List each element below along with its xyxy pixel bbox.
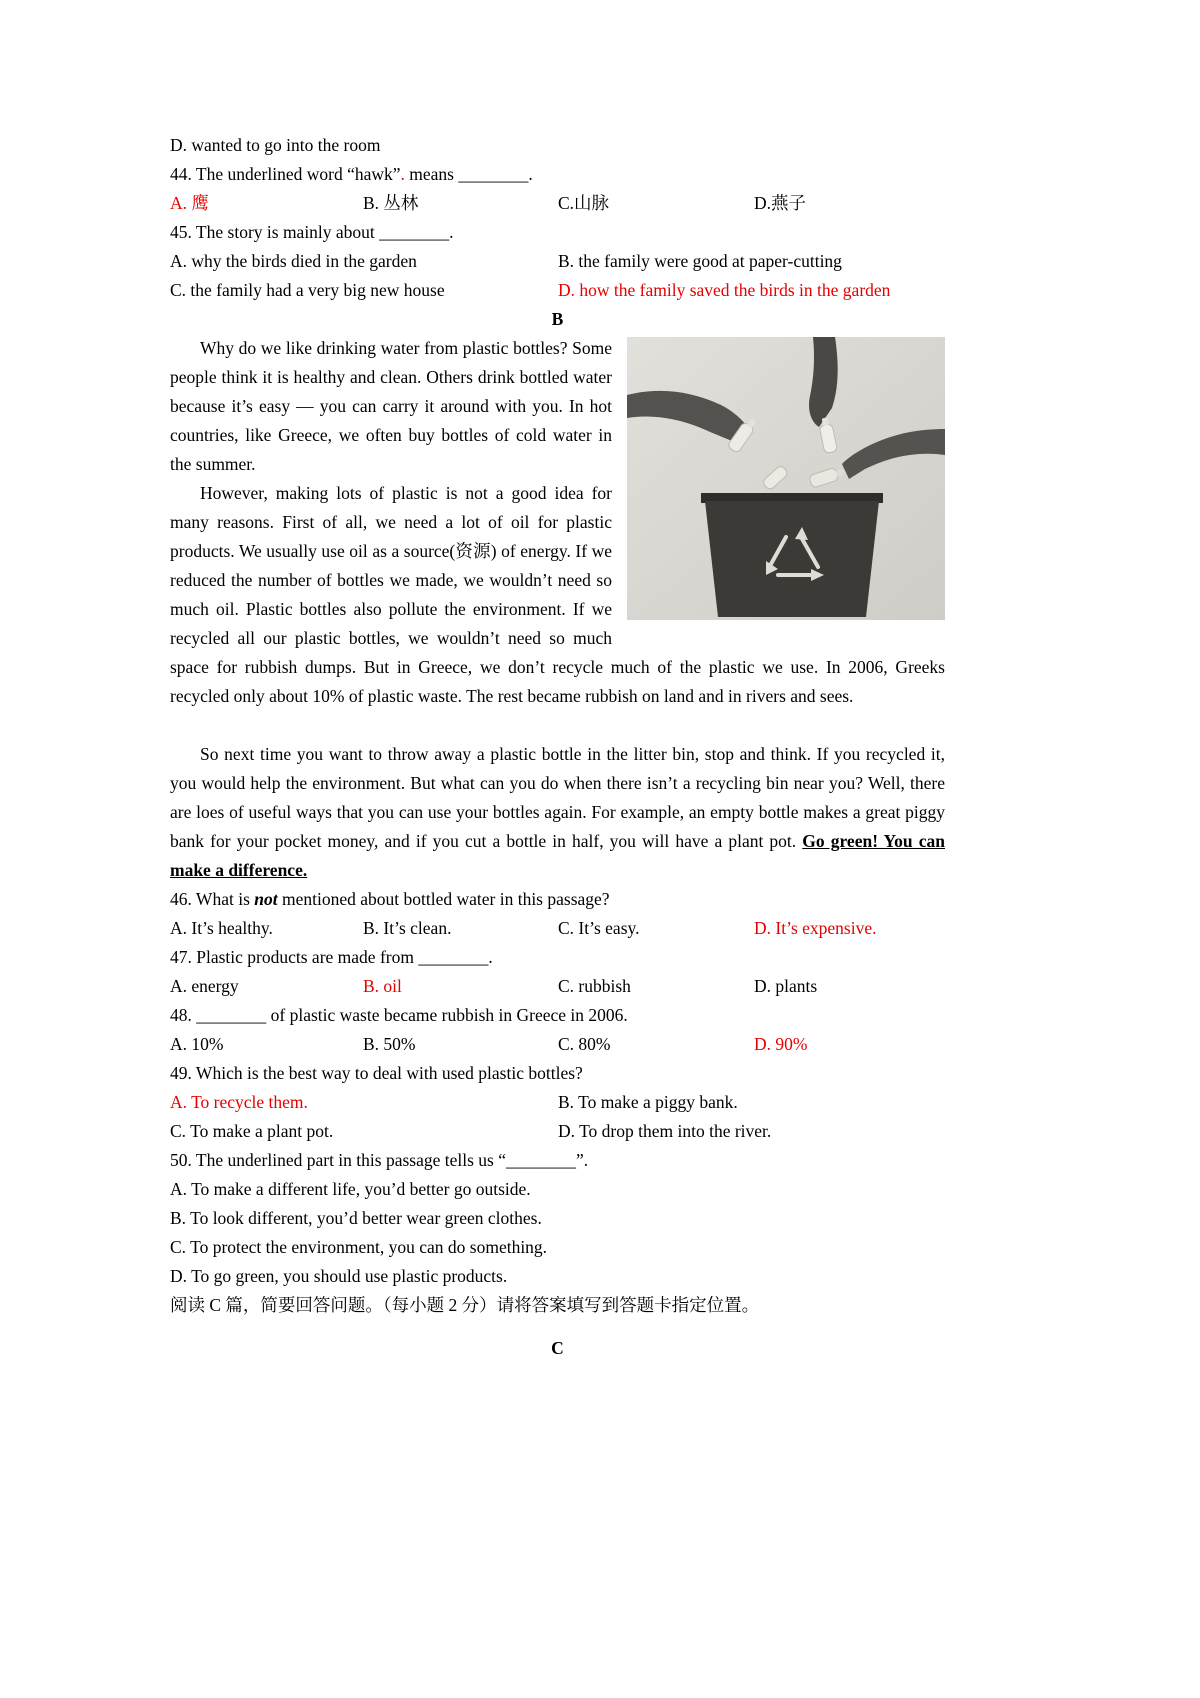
q48-option-a: A. 10% xyxy=(170,1034,224,1054)
q47-options xyxy=(170,972,945,1001)
q48-option-d: D. 90% xyxy=(754,1034,808,1054)
section-c-instruction: 阅读 C 篇，简要回答问题。（每小题 2 分）请将答案填写到答题卡指定位置。 xyxy=(170,1295,760,1315)
q46-stem xyxy=(170,885,945,914)
q49-option-d: D. To drop them into the river. xyxy=(558,1121,772,1141)
q44-option-c: C.山脉 xyxy=(558,193,610,213)
q46-stem-post: mentioned about bottled water in this passage? xyxy=(277,889,610,909)
q49-options-row2 xyxy=(170,1117,945,1146)
paragraph-3-text: So next time you want to throw away a plastic bottle in the litter bin, stop and think. If you recycled it, you would help the environment. But what can you do when there isn’t a recycling bin near you? Well, there are loes of useful ways that you can use your bottles again. For example, an empty bottle makes a great piggy bank for your pocket money, and if you cut a bottle in half, you will have a plant pot. xyxy=(170,744,945,851)
q49-stem: 49. Which is the best way to deal with used plastic bottles? xyxy=(170,1063,583,1083)
q44-option-d: D.燕子 xyxy=(754,193,807,213)
questions-46-50 xyxy=(170,885,945,1291)
recycling-bin xyxy=(705,501,879,617)
q46-option-d: D. It’s expensive. xyxy=(754,918,877,938)
recycling-photo xyxy=(627,337,945,620)
q45-option-a: A. why the birds died in the garden xyxy=(170,251,417,271)
q48-options xyxy=(170,1030,945,1059)
q47-stem: 47. Plastic products are made from ________. xyxy=(170,947,493,967)
q45-option-c: C. the family had a very big new house xyxy=(170,280,445,300)
q49-option-a: A. To recycle them. xyxy=(170,1092,308,1112)
q50-option-b: B. To look different, you’d better wear green clothes. xyxy=(170,1208,542,1228)
q50-stem: 50. The underlined part in this passage tells us “________”. xyxy=(170,1150,589,1170)
passage-paragraph-2: However, making lots of plastic is not a good idea for many reasons. First of all, we need a lot of oil for plastic products. We usually use oil as a source(资源) of energy. If we reduced the number of bottles we made, we wouldn’t need so much oil. Plastic bottles also pollute the environment. If we recycled all our plastic bottles, we wouldn’t need so much space for rubbish dumps. But in Greece, we don’t recycle much of the plastic we use. In 2006, Greeks recycled only about 10% of plastic waste. The rest became rubbish on land and in rivers and sees. xyxy=(170,483,945,706)
q44-option-a: A. 鹰 xyxy=(170,193,209,213)
q46-emphasis-not: not xyxy=(254,889,278,909)
q44-stem xyxy=(170,160,945,189)
q47-option-c: C. rubbish xyxy=(558,976,631,996)
q44-option-b: B. 丛林 xyxy=(363,193,419,213)
q50-option-a: A. To make a different life, you’d better go outside. xyxy=(170,1179,531,1199)
q46-stem-pre: 46. What is xyxy=(170,889,255,909)
passage-b xyxy=(170,334,945,885)
q44-stem-text: 44. The underlined word “hawk” xyxy=(170,164,401,184)
q45-stem: 45. The story is mainly about ________. xyxy=(170,222,454,242)
q47-option-d: D. plants xyxy=(754,976,818,996)
q47-option-b: B. oil xyxy=(363,976,402,996)
q48-option-c: C. 80% xyxy=(558,1034,611,1054)
q43-option-d: D. wanted to go into the room xyxy=(170,135,381,155)
q45-option-b: B. the family were good at paper-cutting xyxy=(558,251,842,271)
go-green-highlight: Go green! You can make a difference. xyxy=(170,831,945,880)
q44-options xyxy=(170,189,945,218)
q46-options xyxy=(170,914,945,943)
q47-option-a: A. energy xyxy=(170,976,239,996)
q50-option-d: D. To go green, you should use plastic products. xyxy=(170,1266,508,1286)
q45-options-row2 xyxy=(170,276,945,305)
q48-option-b: B. 50% xyxy=(363,1034,416,1054)
q50-option-c: C. To protect the environment, you can do something. xyxy=(170,1237,548,1257)
q46-option-a: A. It’s healthy. xyxy=(170,918,273,938)
q49-option-b: B. To make a piggy bank. xyxy=(558,1092,738,1112)
q49-option-c: C. To make a plant pot. xyxy=(170,1121,334,1141)
q45-option-d: D. how the family saved the birds in the garden xyxy=(558,280,891,300)
stray-red-mark: . xyxy=(400,164,405,184)
section-c-heading: C xyxy=(551,1338,564,1358)
passage-paragraph-3 xyxy=(170,740,945,885)
q46-option-c: C. It’s easy. xyxy=(558,918,640,938)
q44-stem-tail: means ________. xyxy=(404,164,533,184)
section-b-heading: B xyxy=(551,309,564,329)
q48-stem: 48. ________ of plastic waste became rubbish in Greece in 2006. xyxy=(170,1005,628,1025)
q46-option-b: B. It’s clean. xyxy=(363,918,452,938)
q45-options-row1 xyxy=(170,247,945,276)
q49-options-row1 xyxy=(170,1088,945,1117)
passage-paragraph-1: Why do we like drinking water from plastic bottles? Some people think it is healthy and clean. Others drink bottled water because it’s easy — you can carry it around with you. In hot countries, like Greece, we often buy bottles of cold water in the summer. xyxy=(170,338,612,474)
